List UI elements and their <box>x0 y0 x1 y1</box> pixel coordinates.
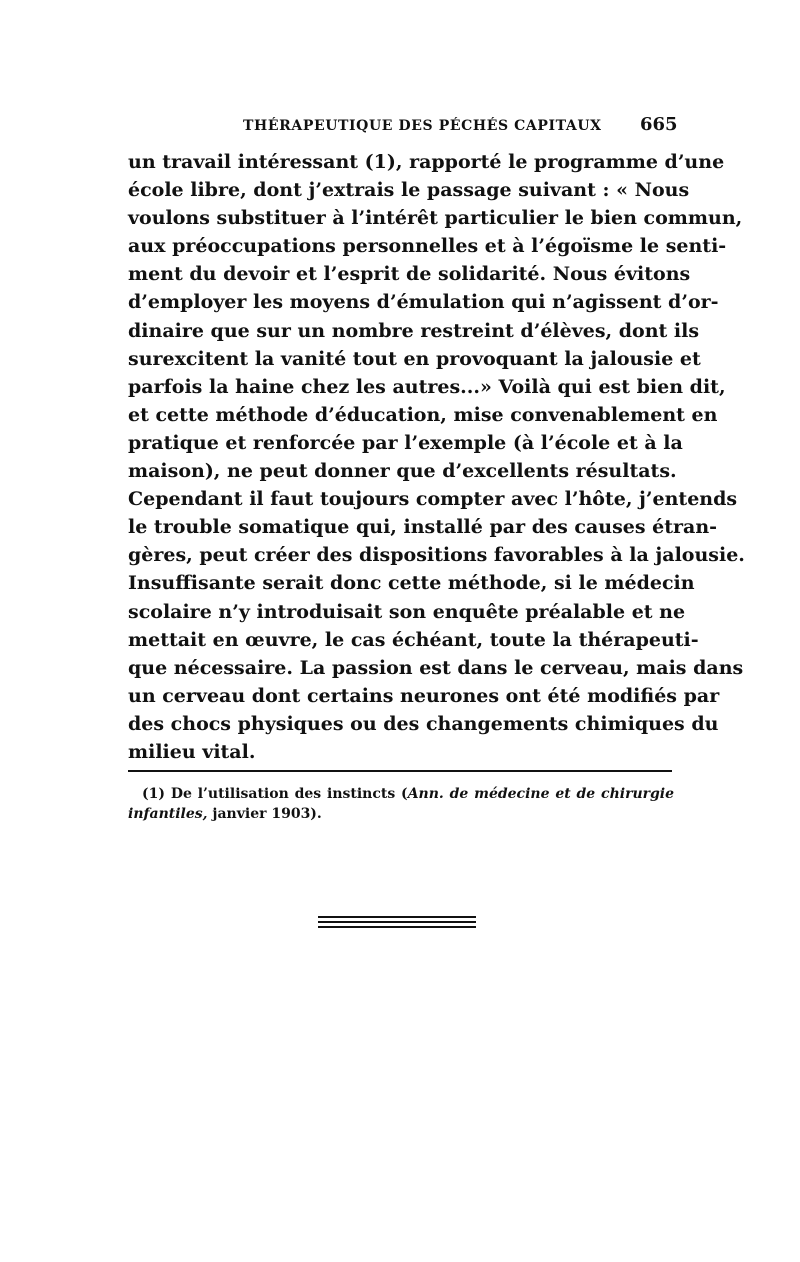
text-line-last: milieu vital. <box>128 740 256 763</box>
end-rule-bar <box>318 916 476 918</box>
text-line: gères, peut créer des dispositions favorables à la jalousie. <box>128 544 745 567</box>
footnote-line <box>128 804 674 824</box>
text-line: dinaire que sur un nombre restreint d’élèves, dont ils <box>128 319 700 342</box>
text-line: un cerveau dont certains neurones ont été modifiés par <box>128 684 720 707</box>
footnote-text: De l’utilisation des instincts ( <box>170 786 408 802</box>
text-line: Insuffisante serait donc cette méthode, si le médecin <box>128 572 695 595</box>
text-line: le trouble somatique qui, installé par des causes étran- <box>128 516 718 539</box>
text-line: voulons substituer à l’intérêt particulier le bien commun, <box>128 207 743 230</box>
end-rule-bar <box>318 921 476 923</box>
end-ornament-rule <box>318 916 476 931</box>
text-line: maison), ne peut donner que d’excellents résultats. <box>128 460 677 483</box>
footnote-journal-title: Ann. de médecine et de chirurgie <box>407 786 675 802</box>
footnote-line <box>128 784 674 804</box>
text-line: surexcitent la vanité tout en provoquant la jalousie et <box>128 347 701 370</box>
body-text <box>128 148 745 766</box>
end-rule-bar <box>318 926 476 928</box>
footnote-marker: (1) <box>142 786 165 802</box>
text-line: et cette méthode d’éducation, mise convenablement en <box>128 403 718 426</box>
text-line: ment du devoir et l’esprit de solidarité. Nous évitons <box>128 263 691 286</box>
text-line: Cependant il faut toujours compter avec l’hôte, j’entends <box>128 488 738 511</box>
footnote <box>128 784 674 824</box>
footnote-journal-title-cont: infantiles, <box>128 806 208 822</box>
text-line: pratique et renforcée par l’exemple (à l’école et à la <box>128 431 683 454</box>
text-line: que nécessaire. La passion est dans le cerveau, mais dans <box>128 656 744 679</box>
text-line: des chocs physiques ou des changements chimiques du <box>128 712 719 735</box>
footnote-separator <box>128 770 672 772</box>
text-line: un travail intéressant (1), rapporté le programme d’une <box>128 151 725 173</box>
running-title: THÉRAPEUTIQUE DES PÉCHÉS CAPITAUX <box>243 118 602 134</box>
text-line: école libre, dont j’extrais le passage suivant : « Nous <box>128 179 690 202</box>
page-number: 665 <box>640 114 678 135</box>
text-line: parfois la haine chez les autres...» Voilà qui est bien dit, <box>128 375 726 398</box>
text-line: aux préoccupations personnelles et à l’égoïsme le senti- <box>128 235 727 258</box>
footnote-date: janvier 1903). <box>207 806 322 822</box>
text-line: d’employer les moyens d’émulation qui n’agissent d’or- <box>128 291 719 314</box>
text-line: scolaire n’y introduisait son enquête préalable et ne <box>128 600 686 623</box>
text-line: mettait en œuvre, le cas échéant, toute la thérapeuti- <box>128 628 699 651</box>
